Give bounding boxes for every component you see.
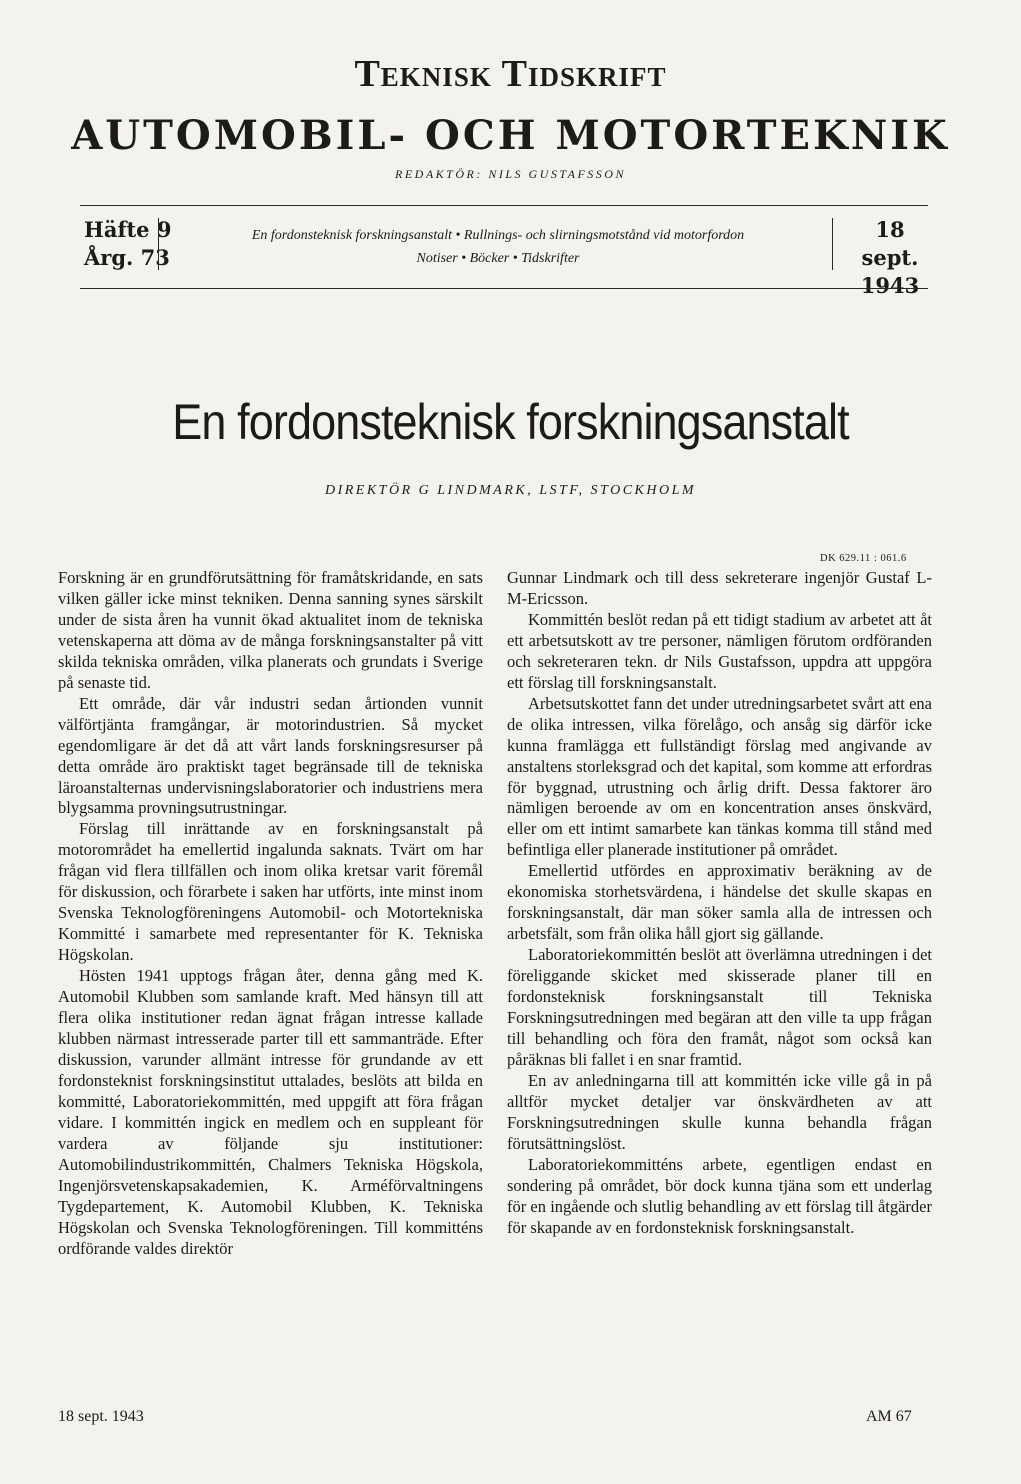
top-rule (80, 205, 928, 206)
right-paragraph: Gunnar Lindmark och till dess sekreterare ingenjör Gustaf L-M-Ericsson. (507, 568, 932, 608)
right-paragraph: Laboratoriekommitténs arbete, egentligen endast en sondering på området, bör dock kunna tjäna som ett underlag för en ingående och slutlig behandling av ett förslag till åtgärder för skapande av en fordonsteknisk forskningsanstalt. (507, 1154, 932, 1237)
left-paragraph: Förslag till inrättande av en forskningsanstalt på motorområdet ha emellertid ingalunda saknats. Tvärt om har frågan vid flera tillfällen och inom olika kretsar varit föremål för diskussion, och förarbete i saken har utförts, inte minst inom Svenska Teknologföreningens Automobil- och Motortekniska Kommitté i samarbete med representanter för K. Tekniska Högskolan. (58, 819, 483, 965)
page-number: AM 67 (866, 1408, 912, 1425)
article-column-right (507, 568, 932, 1239)
contents-line-2: Notiser • Böcker • Tidskrifter (416, 251, 580, 266)
issue-number-text: Häfte 9 (84, 217, 172, 242)
right-paragraph: Laboratoriekommittén beslöt att överlämna utredningen i det föreliggande skicket med skisserade planer till en fordonsteknisk forskningsanstalt till Tekniska Forskningsutredningen med begäran att den ville ta upp frågan till behandling och föra den framåt, något som också kan påräknas bli fallet i en snar framtid. (507, 945, 932, 1069)
editor-line: REDAKTÖR: NILS GUSTAFSSON (395, 167, 626, 181)
footer-date: 18 sept. 1943 (58, 1408, 144, 1425)
dk-classification: DK 629.11 : 061.6 (820, 553, 907, 564)
bottom-rule (80, 288, 928, 289)
contents-line-1: En fordonsteknisk forskningsanstalt • Rullnings- och slirningsmotstånd vid motorfordon (251, 228, 745, 243)
right-paragraph: Emellertid utfördes en approximativ beräkning av de ekonomiska storhetsvärdena, i händelse det skulle skapas en forskningsanstalt, där man söker samla alla de intressen och arbetsfält, som från olika håll gjort sig gällande. (507, 861, 932, 944)
issue-year-text: 1943 (860, 273, 920, 298)
left-paragraph: Hösten 1941 upptogs frågan åter, denna gång med K. Automobil Klubben som samlande kraft. Med hänsyn till att flera olika institutioner redan ägnat frågan intresse kallade klubben närmast intresserade parter till ett sammanträde. Efter diskussion, varunder allmänt intresse för grundande av ett fordonsteknist forskningsinstitut uttalades, beslöts att bilda en kommitté, Laboratoriekommittén, med uppgift att föra frågan vidare. I kommittén ingick en medlem och en suppleant för vardera av följande sju institutioner: Automobilindustrikommittén, Chalmers Tekniska Högskola, Ingenjörsvetenskapsakademien, K. Arméförvaltningens Tygdepartement, K. Automobil Klubben, K. Tekniska Högskolan och Svenska Teknologföreningen. Till kommitténs ordförande valdes direktör (58, 966, 483, 1258)
issue-divider-right (832, 218, 833, 270)
article-title: En fordonsteknisk forskningsanstalt (172, 394, 849, 450)
issue-date-text: 18 sept. (861, 217, 919, 270)
article-column-left (58, 568, 483, 1259)
left-paragraph: Forskning är en grundförutsättning för framåtskridande, en sats vilken gäller icke minst tekniken. Denna sanning synes särskilt under de sista åren ha vunnit ökad aktualitet inom de tekniska vetenskaperna att döma av de många forskningsanstalter på vitt skilda tekniska områden, vilka planerats och grundats i Sverige på senaste tid. (58, 568, 483, 692)
issue-divider-left (158, 218, 159, 270)
right-paragraph: En av anledningarna till att kommittén icke ville gå in på alltför mycket detaljer var önskvärdheten av att Forskningsutredningen skulle kunna behandla frågan förutsättningslöst. (507, 1070, 932, 1153)
issue-contents (168, 224, 828, 270)
left-paragraph: Ett område, där vår industri sedan årtionden vunnit välförtjänta framgångar, är motorindustrien. Så mycket egendomligare är det då att vårt lands forskningsresurser på detta område äro praktiskt taget begränsade till de tekniska läroanstalternas undervisningslaboratorier och industriens mera blygsamma provningsutrustningar. (58, 693, 483, 818)
issue-volume-text: Årg. 73 (84, 245, 170, 270)
journal-title: Teknisk Tidskrift (354, 53, 667, 95)
article-author: DIREKTÖR G LINDMARK, LSTF, STOCKHOLM (324, 483, 697, 498)
section-title: AUTOMOBIL- OCH MOTORTEKNIK (71, 112, 950, 159)
right-paragraph: Arbetsutskottet fann det under utredningsarbetet svårt att ena de olika intressen, vilka förelågo, och ansåg sig därför icke kunna framlägga ett fullständigt förslag med angivande av anstaltens storleksgrad och det kapital, som komme att erfordras för byggnad, utrustning och årlig drift. Dessa faktorer äro nämligen beroende av om en koncentration anses önskvärd, eller om ett intimt samarbete kan tänkas komma till stånd med befintliga eller planerade institutioner på området. (507, 693, 932, 860)
right-paragraph: Kommittén beslöt redan på ett tidigt stadium av arbetet att åt ett arbetsutskott av tre personer, nämligen förutom ordföranden och sekreteraren tekn. dr Nils Gustafsson, uppdra att uppgöra ett förslag till forskningsanstalt. (507, 609, 932, 692)
